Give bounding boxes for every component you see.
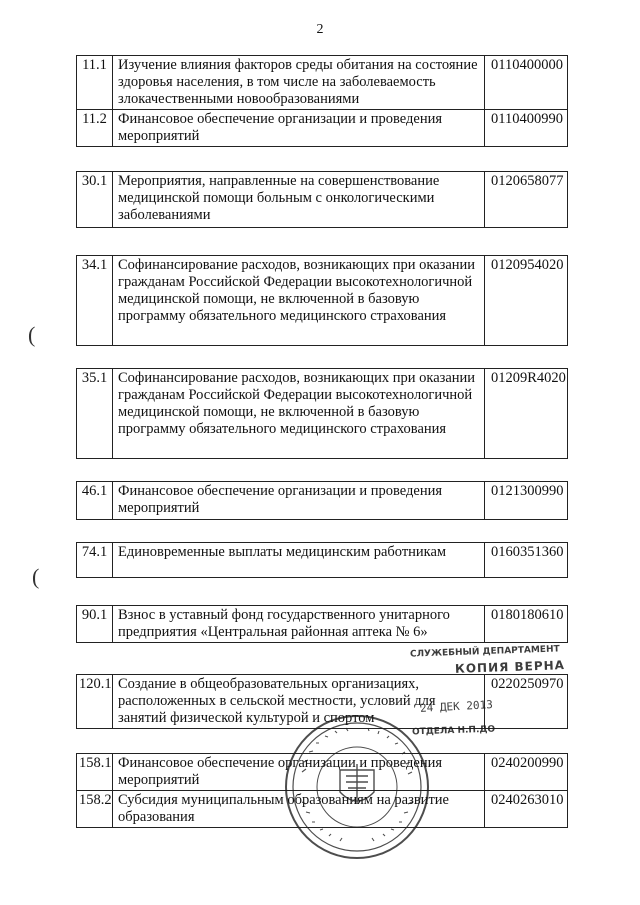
row-description: Единовременные выплаты медицинским работникам xyxy=(113,543,485,578)
row-number: 35.1 xyxy=(77,369,113,459)
row-description: Создание в общеобразовательных организациях, расположенных в сельской местности, условий для занятий физической культурой и спортом xyxy=(113,675,485,729)
table-group-46 xyxy=(76,481,568,520)
page-number: 2 xyxy=(316,22,324,37)
stamp-division-text: ОТДЕЛА Н.П.ДО xyxy=(411,724,496,738)
row-number: 46.1 xyxy=(77,482,113,520)
row-number: 34.1 xyxy=(77,256,113,346)
row-number: 158.1 xyxy=(77,754,113,791)
row-description: Софинансирование расходов, возникающих при оказании гражданам Российской Федерации высокотехнологичной медицинской помощи, не включенной в базовую программу обязательного медицинского страхования xyxy=(113,256,485,346)
row-code: 0180180610 xyxy=(485,606,568,643)
table-row xyxy=(77,256,568,346)
table-group-30 xyxy=(76,171,568,228)
row-code: 0120658077 xyxy=(485,172,568,228)
row-code: 0110400990 xyxy=(485,110,568,147)
row-number: 90.1 xyxy=(77,606,113,643)
row-code: 01209R4020 xyxy=(485,369,568,459)
row-code: 0240263010 xyxy=(485,791,568,828)
row-code: 0120954020 xyxy=(485,256,568,346)
stamp-department-text: СЛУЖЕБНЫЙ ДЕПАРТАМЕНТ xyxy=(409,644,560,660)
table-row xyxy=(77,56,568,110)
table-row xyxy=(77,606,568,643)
table-group-35 xyxy=(76,368,568,459)
row-number: 74.1 xyxy=(77,543,113,578)
table-row xyxy=(77,369,568,459)
table-row xyxy=(77,172,568,228)
table-row xyxy=(77,543,568,578)
row-description: Финансовое обеспечение организации и проведения мероприятий xyxy=(113,754,485,791)
row-number: 11.1 xyxy=(77,56,113,110)
row-code: 0160351360 xyxy=(485,543,568,578)
row-number: 120.1 xyxy=(77,675,113,729)
row-number: 30.1 xyxy=(77,172,113,228)
stamp-date-text: 24 ДЕК 2013 xyxy=(419,698,494,715)
table-row xyxy=(77,110,568,147)
row-code: 0121300990 xyxy=(485,482,568,520)
row-code: 0220250970 xyxy=(485,675,568,729)
row-description: Софинансирование расходов, возникающих при оказании гражданам Российской Федерации высокотехнологичной медицинской помощи, не включенной в базовую программу обязательного медицинского страхования xyxy=(113,369,485,459)
table-group-34 xyxy=(76,255,568,346)
row-code: 0110400000 xyxy=(485,56,568,110)
row-description: Изучение влияния факторов среды обитания на состояние здоровья населения, в том числе на заболеваемость злокачественными новообразованиями xyxy=(113,56,485,110)
margin-bracket-mark: ( xyxy=(32,564,40,589)
stamp-copy-certified-text: КОПИЯ ВЕРНА xyxy=(454,658,566,676)
row-description: Взнос в уставный фонд государственного унитарного предприятия «Центральная районная аптека № 6» xyxy=(113,606,485,643)
row-description: Мероприятия, направленные на совершенствование медицинской помощи больным с онкологическими заболеваниями xyxy=(113,172,485,228)
round-seal-icon xyxy=(282,712,432,862)
table-group-11 xyxy=(76,55,568,147)
margin-bracket-mark: ( xyxy=(28,322,36,347)
row-description: Финансовое обеспечение организации и проведения мероприятий xyxy=(113,482,485,520)
table-group-90 xyxy=(76,605,568,643)
row-description: Финансовое обеспечение организации и проведения мероприятий xyxy=(113,110,485,147)
row-description: Субсидия муниципальным образованиям на развитие образования xyxy=(113,791,485,828)
table-group-74 xyxy=(76,542,568,578)
table-row xyxy=(77,482,568,520)
row-number: 158.2 xyxy=(77,791,113,828)
row-number: 11.2 xyxy=(77,110,113,147)
row-code: 0240200990 xyxy=(485,754,568,791)
